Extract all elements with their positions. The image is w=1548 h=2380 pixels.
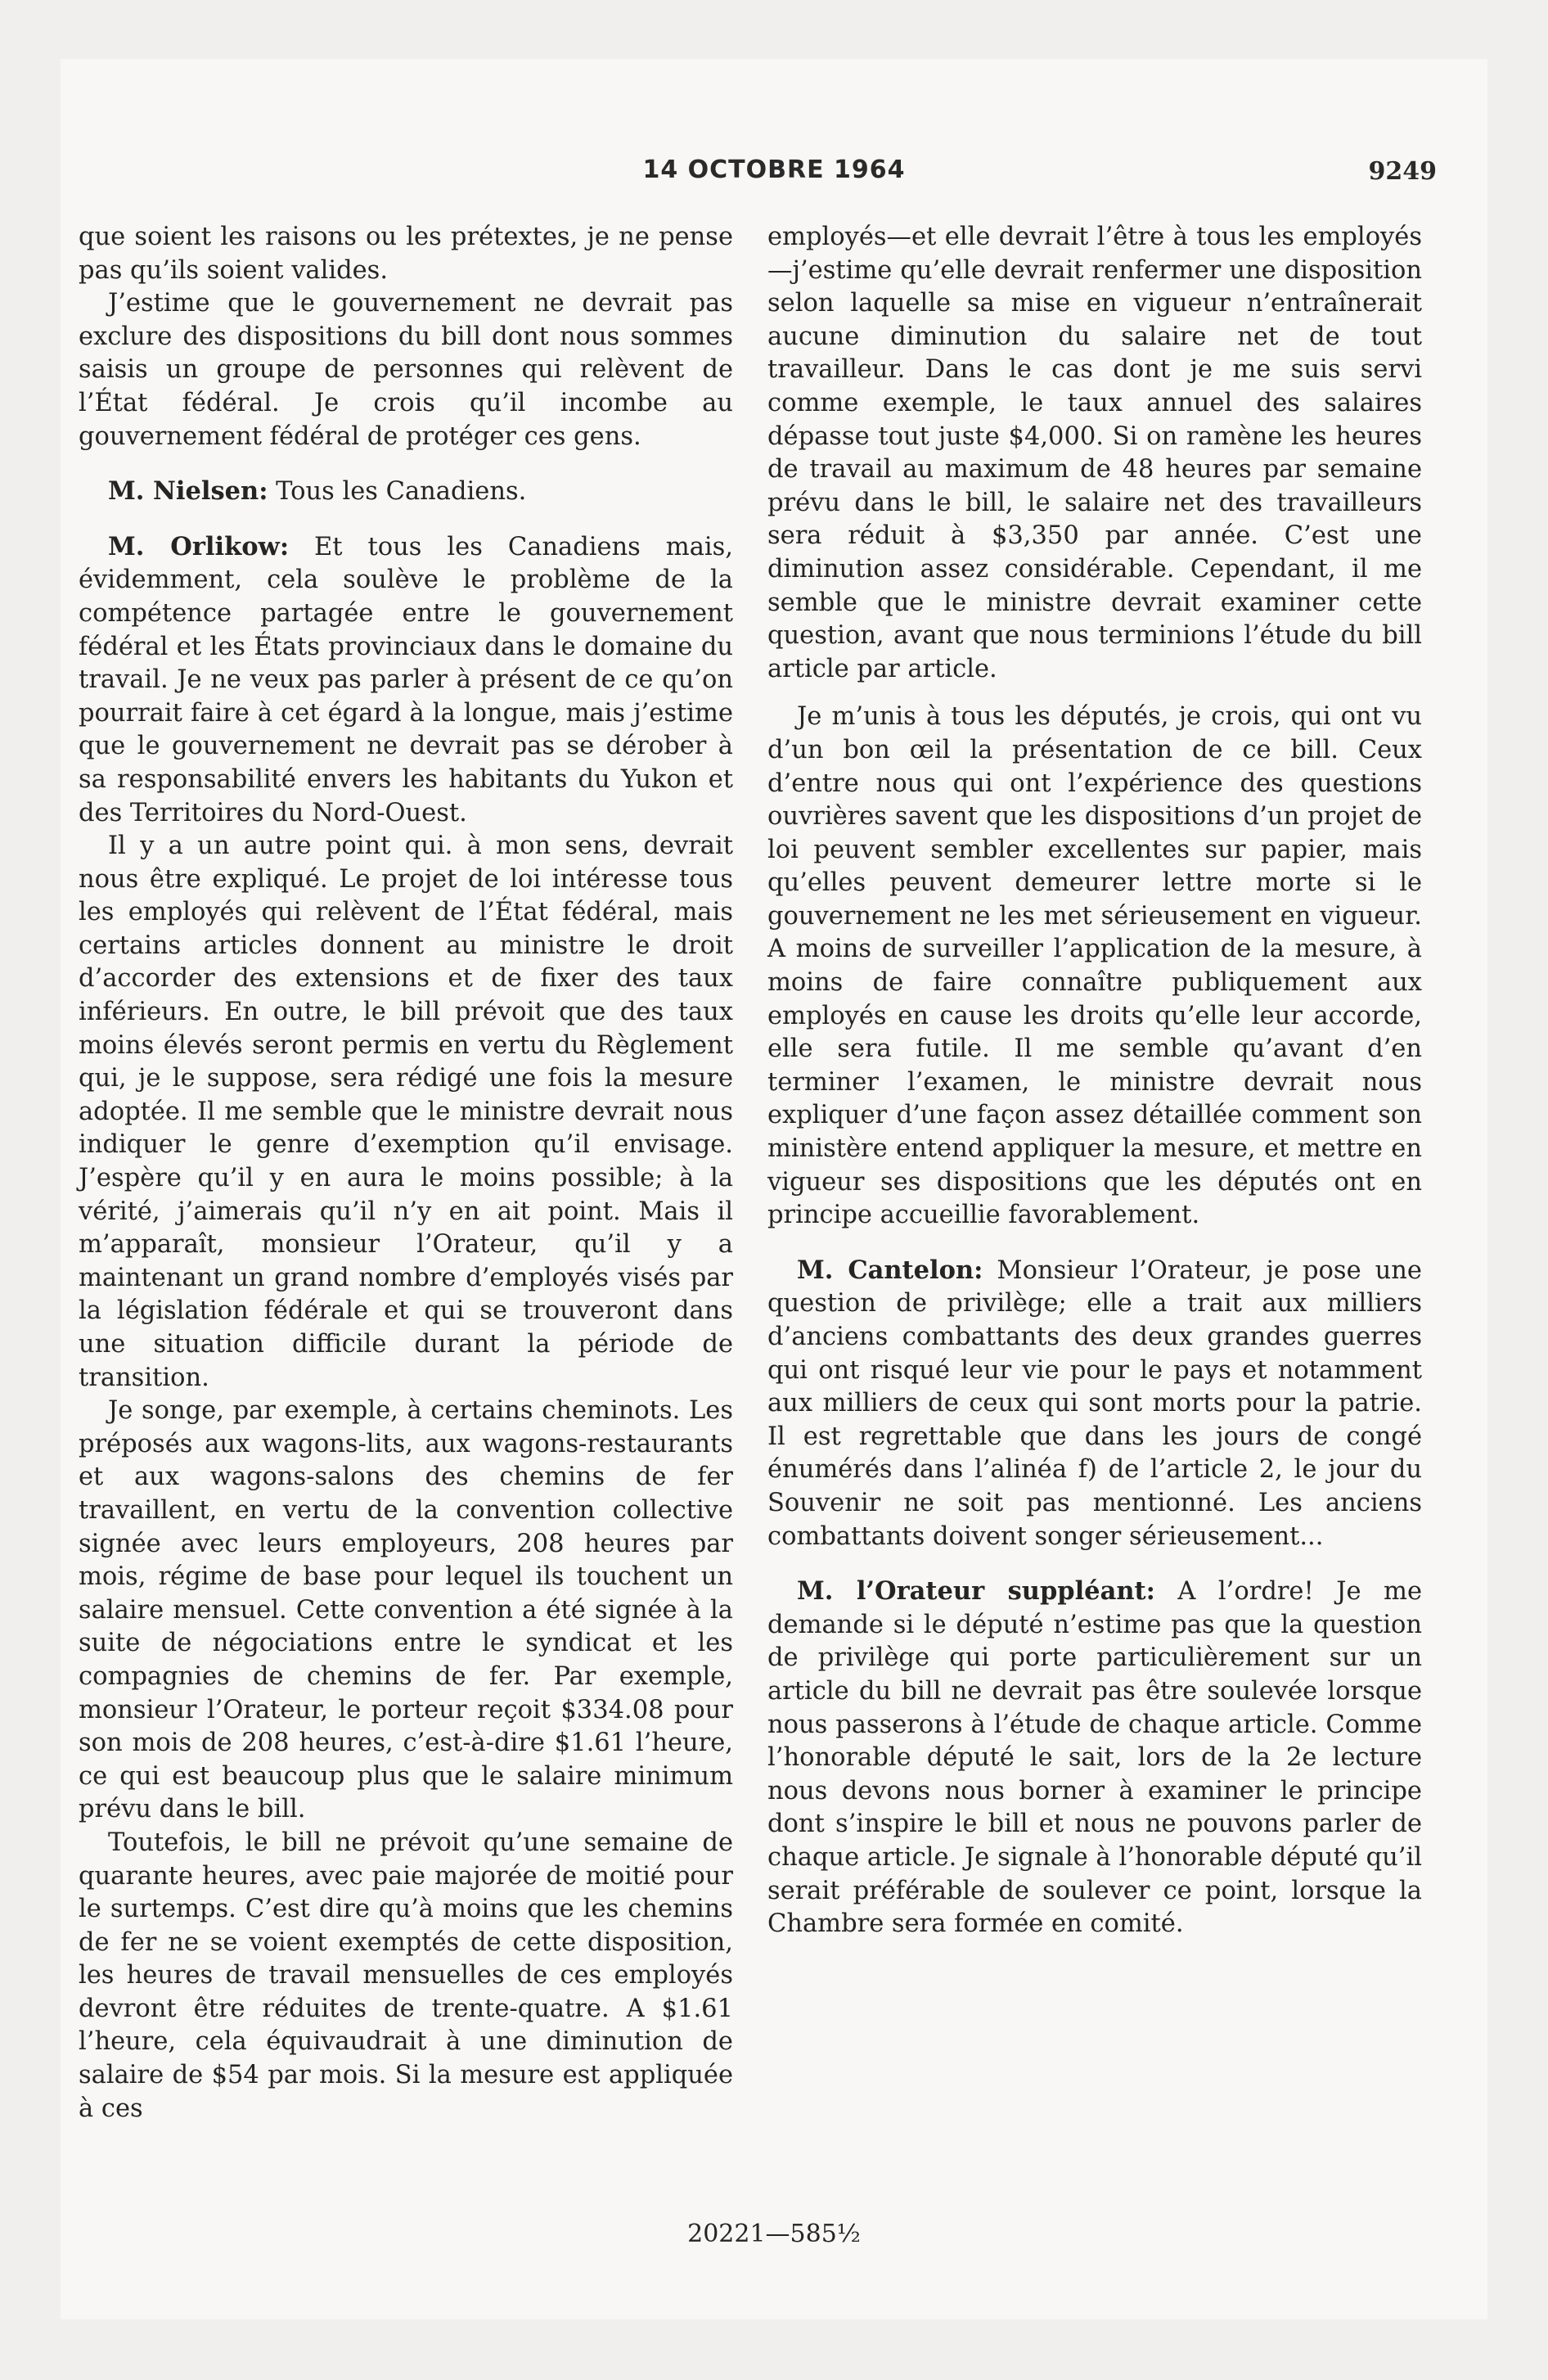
speech-cantelon	[767, 1254, 1422, 1553]
speaker-name: M. l’Orateur suppléant:	[797, 1576, 1155, 1607]
right-column	[767, 221, 1422, 1941]
paragraph: que soient les raisons ou les prétextes, je ne pense pas qu’ils soient valides.	[79, 223, 733, 285]
speaker-name: M. Orlikow:	[108, 531, 290, 561]
header-date: 14 OCTOBRE 1964	[642, 156, 906, 184]
speech-text: Et tous les Canadiens mais, évidemment, cela soulève le problème de la compétence partagée entre le gouvernement fédéral et les États provinciaux dans le domaine du travail. Je ne veux pas parler à présent de ce qu’on pourrait faire à cet égard à la longue, mais j’estime que le gouvernement ne devrait pas se dérober à sa responsabilité envers les habitants du Yukon et des Territoires du Nord-Ouest.	[79, 532, 733, 827]
paragraph: employés—et elle devrait l’être à tous les employés—j’estime qu’elle devrait renfermer une disposition selon laquelle sa mise en vigueur n’entraînerait aucune diminution du salaire net de tout travailleur. Dans le cas dont je me suis servi comme exemple, le taux annuel des salaires dépasse tout juste $4,000. Si on ramène les heures de travail au maximum de 48 heures par semaine prévu dans le bill, le salaire net des travailleurs sera réduit à $3,350 par année. C’est une diminution assez considérable. Cependant, il me semble que le ministre devrait examiner cette question, avant que nous terminions l’étude du bill article par article.	[767, 223, 1422, 683]
paragraph: Il y a un autre point qui. à mon sens, devrait nous être expliqué. Le projet de loi intéresse tous les employés qui relèvent de l’État fédéral, mais certains articles donnent au ministre le droit d’accorder des extensions et de fixer des taux inférieurs. En outre, le bill prévoit que des taux moins élevés seront permis en vertu du Règlement qui, je le suppose, sera rédigé une fois la mesure adoptée. Il me semble que le ministre devrait nous indiquer le genre d’exemption qu’il envisage. J’espère qu’il y en aura le moins possible; à la vérité, j’aimerais qu’il n’y en ait point. Mais il m’apparaît, monsieur l’Orateur, qu’il y a maintenant un grand nombre d’employés visés par la législation fédérale et qui se trouveront dans une situation difficile durant la période de transition.	[79, 832, 733, 1392]
speech-deputy-speaker	[767, 1575, 1422, 1941]
paragraph: Je m’unis à tous les députés, je crois, qui ont vu d’un bon œil la présentation de ce bill. Ceux d’entre nous qui ont l’expérience des questions ouvrières savent que les dispositions d’un projet de loi peuvent sembler excellentes sur papier, mais qu’elles peuvent demeurer lettre morte si le gouvernement ne les met sérieusement en vigueur. A moins de surveiller l’application de la mesure, à moins de faire connaître publiquement aux employés en cause les droits qu’elle leur accorde, elle sera futile. Il me semble qu’avant d’en terminer l’examen, le ministre devrait nous expliquer d’une façon assez détaillée comment son ministère entend appliquer la mesure, et mettre en vigueur ses dispositions que les députés ont en principe accueillie favorablement.	[767, 702, 1422, 1230]
footer-code: 20221—585½	[687, 2220, 861, 2248]
speech-orlikow	[79, 530, 733, 830]
paragraph: Je songe, par exemple, à certains cheminots. Les préposés aux wagons-lits, aux wagons-restaurants et aux wagons-salons des chemins de fer travaillent, en vertu de la convention collective signée avec leurs employeurs, 208 heures par mois, régime de base pour lequel ils touchent un salaire mensuel. Cette convention a été signée à la suite de négociations entre le syndicat et les compagnies de chemins de fer. Par exemple, monsieur l’Orateur, le porteur reçoit $334.08 pour son mois de 208 heures, c’est-à-dire $1.61 l’heure, ce qui est beaucoup plus que le salaire minimum prévu dans le bill.	[79, 1396, 733, 1824]
page-header	[61, 156, 1487, 196]
page-number: 9249	[1368, 157, 1437, 186]
speaker-name: M. Cantelon:	[797, 1255, 983, 1285]
paragraph: Toutefois, le bill ne prévoit qu’une semaine de quarante heures, avec paie majorée de moitié pour le surtemps. C’est dire qu’à moins que les chemins de fer ne se voient exemptés de cette disposition, les heures de travail mensuelles de ces employés devront être réduites de trente-quatre. A $1.61 l’heure, cela équivaudrait à une diminution de salaire de $54 par mois. Si la mesure est appliquée à ces	[79, 1828, 733, 2123]
speech-nielsen	[79, 475, 733, 509]
paragraph: J’estime que le gouvernement ne devrait pas exclure des dispositions du bill dont nous sommes saisis un groupe de personnes qui relèvent de l’État fédéral. Je crois qu’il incombe au gouvernement fédéral de protéger ces gens.	[79, 289, 733, 451]
speech-text: Monsieur l’Orateur, je pose une question de privilège; elle a trait aux milliers d’anciens combattants des deux grandes guerres qui ont risqué leur vie pour le pays et notamment aux milliers de ceux qui sont morts pour la patrie. Il est regrettable que dans les jours de congé énumérés dans l’alinéa f) de l’article 2, le jour du Souvenir ne soit pas mentionné. Les anciens combattants doivent songer sérieusement...	[767, 1255, 1422, 1551]
speech-text: Tous les Canadiens.	[268, 477, 527, 507]
speech-text: A l’ordre! Je me demande si le député n’estime pas que la question de privilège qui porte particulièrement sur un article du bill ne devrait pas être soulevée lorsque nous passerons à l’étude de chaque article. Comme l’honorable député le sait, lors de la 2e lecture nous devons nous borner à examiner le principe dont s’inspire le bill et nous ne pouvons parler de chaque article. Je signale à l’honorable député qu’il serait préférable de soulever ce point, lorsque la Chambre sera formée en comité.	[767, 1577, 1423, 1939]
speaker-name: M. Nielsen:	[108, 476, 268, 507]
left-column	[79, 221, 733, 2125]
